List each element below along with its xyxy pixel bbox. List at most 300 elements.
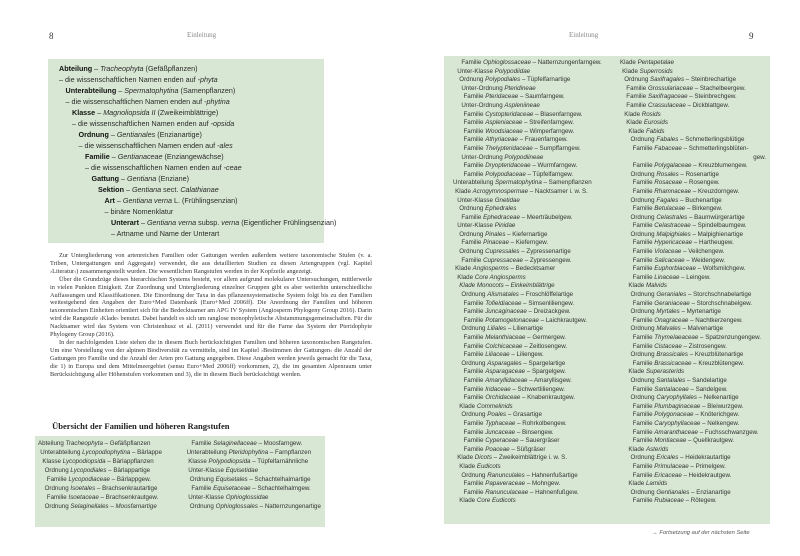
common-name: – Moosfarngew. (256, 440, 303, 447)
taxon-row (620, 93, 766, 102)
taxon-name: Dryopteridaceae (485, 162, 531, 170)
taxon-row (620, 102, 766, 111)
taxon-name: Geraniaceae (654, 299, 690, 307)
rank-label: Familie (463, 144, 484, 152)
taxon-row (453, 334, 615, 343)
common-name: – Leingew. (679, 273, 711, 281)
common-name: – Brachsenkrautgew. (98, 494, 159, 501)
rank-label: Ordnung (189, 503, 214, 510)
rank-label: Ordnung (461, 471, 486, 479)
taxon-extra: (Enzianartige) (155, 130, 202, 139)
hierarchy-rank-line (48, 184, 324, 195)
taxon-name: Onagraceae (654, 316, 689, 324)
hierarchy-note-line (48, 118, 324, 129)
rank-label: Klade (457, 454, 474, 462)
common-name: – Bärlappflanzen (105, 458, 154, 465)
taxon-row (453, 437, 615, 446)
taxon-name: Aspleniineae (504, 101, 540, 109)
taxon-row (453, 463, 615, 472)
taxon-row (185, 466, 321, 475)
taxon-name: Santalales (656, 376, 686, 384)
rank-label: Ordnung (630, 454, 655, 462)
taxon-name: Potamogetonaceae (485, 316, 539, 324)
taxon-name: Gentiana (131, 185, 162, 194)
taxon-name: Celastrales (656, 213, 688, 221)
rank-label: Familie (463, 170, 484, 178)
taxon-row (453, 300, 615, 309)
common-name: – Spargelgew. (525, 368, 567, 376)
taxon-row (620, 472, 766, 481)
taxon-name: Spermatophytina (124, 86, 179, 95)
rank-label: Klade (459, 402, 476, 410)
common-name: – Hartheugew. (692, 239, 734, 247)
taxon-name: Polygalaceae (654, 162, 692, 170)
common-name: – Rohrkolbengew. (515, 419, 567, 427)
common-name: – Samenpflanzen (541, 179, 592, 187)
taxon-name: Polypodiaceae (485, 170, 526, 178)
taxon-row (620, 429, 766, 438)
taxon-name: Asterids (645, 445, 669, 453)
taxon-row (453, 197, 615, 206)
rank-label: Familie (632, 205, 653, 213)
rank-label: Unter-Ordnung (461, 101, 503, 109)
rank-label: Unterart (111, 218, 139, 227)
common-name: – Bärlappgew. (110, 476, 151, 483)
rank-label: Familie (463, 351, 484, 359)
taxon-name: Celastraceae (654, 222, 691, 230)
taxon-name: Equisetales (215, 476, 248, 483)
rank-label: Ordnung (630, 376, 655, 384)
taxon-name: Ephedraceae (483, 213, 520, 221)
rank-label: Familie (632, 248, 653, 256)
hierarchy-rank-line (48, 107, 324, 118)
common-name: – Brachsenkrautartige (95, 485, 158, 492)
taxon-extra: (Samenpflanzen) (178, 86, 236, 95)
taxon-row (453, 308, 615, 317)
rank-label: Unter-Klasse (457, 196, 493, 204)
taxon-row (453, 145, 615, 154)
rank-label: Klasse (188, 458, 207, 465)
taxon-name: Grossulariaceae (647, 84, 694, 92)
rank-label: Familie (461, 59, 482, 66)
taxon-name: Fabales (656, 136, 679, 144)
taxon-name: Santalaceae (654, 385, 689, 393)
rank-label: Familie (463, 419, 484, 427)
body-text (50, 252, 372, 379)
rank-label: Familie (632, 462, 653, 470)
taxon-name: Lycopodiophytina (82, 449, 131, 456)
common-name: – Bleiwurzgew. (700, 402, 744, 410)
taxon-row (453, 403, 615, 412)
note-text: – die wissenschaftlichen Namen enden auf (85, 163, 224, 172)
taxon-row (38, 448, 162, 457)
taxon-row (185, 493, 321, 502)
taxon-name: Violaceae (654, 248, 682, 256)
taxon-name: Equisetaceae (213, 485, 251, 492)
taxon-name: Selaginellaceae (213, 440, 257, 447)
common-name: – (108, 503, 116, 510)
common-name: – Sandelartige (685, 376, 727, 384)
taxon-row (620, 257, 766, 266)
common-name: – Hahnenfußgew. (528, 488, 579, 496)
name-suffix: -ceae (223, 163, 242, 172)
common-name: – Schachtelhalmgew. (250, 485, 311, 492)
rank-label: Klade (620, 59, 636, 66)
taxon-name: Brassicales (656, 351, 688, 359)
rank-label: Familie (46, 494, 67, 501)
taxon-name: Isoetaceae (68, 494, 99, 501)
rank-label: Familie (461, 256, 482, 264)
taxon-row (453, 154, 615, 163)
taxon-name: Eurosids (643, 119, 668, 127)
overview-column-2 (185, 439, 321, 511)
rank-label: Familie (632, 497, 653, 505)
common-name: – Amaryllisgew. (527, 376, 572, 384)
common-name: – Kreuzblumengew. (691, 162, 748, 170)
common-name: – Saumfarngew. (518, 93, 565, 101)
rank-label: Familie (463, 299, 484, 307)
separator: – (123, 185, 132, 194)
hierarchy-rank-line (48, 173, 324, 184)
common-name: – Sauergräser (518, 437, 560, 445)
taxon-row (453, 265, 615, 274)
common-name: – Wolfsmilchgew. (695, 265, 746, 273)
rank-label: Familie (463, 334, 484, 341)
taxon-name: Tracheophyta (100, 64, 144, 73)
common-name: – Schmetterlingsblütige (678, 136, 745, 144)
taxon-row (453, 248, 615, 257)
common-name: – Sumpffarngew. (532, 144, 581, 152)
taxon-name: Commelinids (476, 402, 513, 410)
rank-label: Familie (463, 428, 484, 436)
taxon-row (453, 68, 615, 77)
taxon-row (453, 274, 615, 283)
taxon-name: Orchidaceae (485, 394, 521, 402)
taxon-row (453, 429, 615, 438)
taxon-row (453, 239, 615, 248)
taxon-name: Tracheophyta (65, 440, 103, 447)
taxon-row (38, 493, 162, 502)
taxon-row (620, 274, 766, 283)
note-text: – die wissenschaftlichen Namen enden auf (78, 141, 218, 150)
hierarchy-note-line (48, 206, 324, 217)
taxon-row (185, 448, 321, 457)
overview-continued-box (444, 56, 770, 524)
taxon-row (38, 484, 162, 493)
common-name: – Birkengew. (685, 205, 723, 213)
taxon-row (620, 119, 766, 128)
rank-label: Ordnung (630, 230, 655, 238)
taxon-name: Pteridaceae (485, 93, 519, 101)
rank-label: Klade (457, 273, 474, 281)
name-suffix: -phytina (204, 97, 230, 106)
name-suffix: -ales (217, 141, 233, 150)
common-name: – Kiefernartige (505, 230, 548, 238)
common-name: – Fuchsschwanzgew. (697, 428, 759, 436)
taxon-row (453, 411, 615, 420)
common-name: – Malpighienartige (690, 230, 744, 238)
taxon-row (620, 480, 766, 489)
taxon-row (185, 475, 321, 484)
common-name: – Spatzenzungengew. (698, 334, 761, 341)
rank-label: Ordnung (630, 488, 655, 496)
taxon-row (620, 386, 766, 395)
common-name: – Sandelgew. (688, 385, 728, 393)
common-name: – Tüpfelfarnähnliche (250, 458, 309, 465)
taxon-extra: (Enziane) (156, 174, 189, 183)
common-name: – Primelgew. (688, 462, 726, 470)
taxon-name: Gentiana verna (146, 218, 197, 227)
taxon-row (620, 171, 766, 180)
rank-label: Familie (632, 299, 653, 307)
hierarchy-rank-line (48, 63, 324, 74)
taxon-name: Poaceae (485, 445, 510, 453)
common-name: – Baumwürgerartige (687, 213, 745, 221)
common-name: – Einkeimblättrige (503, 282, 555, 290)
taxon-row (453, 351, 615, 360)
taxon-name: Polygonaceae (654, 411, 694, 419)
taxon-row (453, 111, 615, 120)
taxon-row (620, 265, 766, 274)
common-name: – Spargelartige (521, 359, 566, 367)
taxon-name: Ericales (656, 454, 679, 462)
taxon-name: Lycopodiaceae (68, 476, 110, 483)
rank-label: Ordnung (630, 136, 655, 144)
rank-label: Sektion (98, 185, 124, 194)
taxon-name: Linaceae (654, 273, 680, 281)
running-head: Einleitung (569, 31, 599, 39)
taxon-name: Ophioglossales (215, 503, 258, 510)
rank-label: Ordnung (459, 76, 484, 84)
taxon-name: Iridaceae (485, 385, 511, 393)
rank-label: Klade (628, 127, 645, 135)
rank-label: Familie (463, 162, 484, 170)
taxon-name: Malvids (645, 282, 667, 290)
taxon-name: Athyriaceae (485, 136, 518, 144)
taxon-name: verna (221, 218, 240, 227)
rank-label: Ordnung (630, 213, 655, 221)
common-name: – Spindelbaumgew. (690, 222, 747, 230)
taxon-row (185, 502, 321, 511)
taxon-name: Euphorbiaceae (654, 265, 696, 273)
rank-label: Familie (632, 359, 653, 367)
taxon-row (620, 111, 766, 120)
taxon-row (620, 248, 766, 257)
common-name: – Streifenfarngew. (522, 119, 574, 127)
rank-label: Familie (463, 394, 484, 402)
hierarchy-note-line (48, 162, 324, 173)
common-name: – Bärlappartige (106, 467, 151, 474)
common-name: – Veilchengew. (681, 248, 725, 256)
taxon-name: Brassicaceae (654, 359, 692, 367)
common-name: – Bärlappe (130, 449, 162, 456)
rank-label: Familie (463, 308, 484, 316)
taxon-row (620, 489, 766, 498)
common-name: – Dickblattgew. (685, 101, 730, 109)
separator: – (109, 152, 118, 161)
common-name: – Lilienartige (506, 325, 543, 333)
rank-label: Unter-Ordnung (461, 153, 503, 161)
common-name: – Grasartige (506, 411, 542, 419)
common-name: – Schwertliliengew. (510, 385, 565, 393)
common-name: – Zweikeimblättrige i. w. S. (491, 454, 567, 462)
common-name: – Nelkengew. (700, 419, 740, 427)
taxon-name: Monocots (476, 282, 504, 290)
taxon-name: Ophioglossidae (225, 494, 269, 501)
taxon-name: Rubiaceae (654, 497, 684, 505)
taxon-name: Rosids (641, 110, 661, 118)
taxonomy-hierarchy-box (48, 59, 337, 243)
rank-label: Unter-Ordnung (461, 84, 503, 92)
taxon-name: Cistaceae (654, 342, 682, 350)
taxon-name: Pentapetalae (637, 59, 675, 66)
separator: – (116, 86, 125, 95)
taxon-row (453, 128, 615, 137)
taxon-row (620, 59, 766, 68)
rank-label: Klade (628, 368, 645, 376)
taxon-name: Liliales (487, 325, 507, 333)
taxon-name: Dicots (474, 454, 492, 462)
common-name: – Zistrosengew. (681, 342, 727, 350)
hierarchy-note-line (48, 96, 324, 107)
common-name: – Rötegew. (683, 497, 717, 505)
continued-note: → Fortsetzung auf der nächsten Seite (652, 530, 750, 536)
taxon-name: Malvales (656, 325, 681, 333)
rank-label: Familie (463, 445, 484, 453)
common-name: – Hahnenfußartige (524, 471, 578, 479)
taxon-row (620, 128, 766, 137)
rank-label: Klade (459, 497, 476, 505)
taxon-row (620, 437, 766, 446)
rank-label: Familie (46, 476, 67, 483)
taxon-name: Fabaceae (654, 144, 682, 152)
taxon-row (453, 102, 615, 111)
taxon-name: Ranunculales (487, 471, 525, 479)
rank-label: Art (104, 196, 115, 205)
rank-label: Familie (463, 127, 484, 135)
common-name: – Enzianartige (689, 488, 731, 496)
taxon-row (453, 420, 615, 429)
taxon-name: Core Angiosperms (474, 273, 526, 281)
rank-label: Familie (463, 93, 484, 101)
taxon-name: Pinaceae (483, 239, 509, 247)
taxon-row (453, 454, 615, 463)
common-name: – Nachtkerzengew. (688, 316, 743, 324)
taxon-extra: L. (Frühlingsenzian) (172, 196, 238, 205)
taxon-row (453, 377, 615, 386)
rank-label: Unterabteilung (65, 86, 117, 95)
taxon-row (620, 179, 766, 188)
taxon-name: Rosaceae (654, 179, 683, 187)
common-name: – Tüpfelfarnartige (520, 76, 571, 84)
rank-label: Abteilung (59, 64, 93, 73)
taxon-name: Angiosperms (472, 265, 509, 273)
taxon-name: Liliaceae (485, 351, 510, 359)
taxon-name: Magnoliopsida II (103, 108, 156, 117)
taxon-name: Lamiids (645, 480, 668, 488)
separator: – (92, 64, 101, 73)
taxon-row (453, 291, 615, 300)
hierarchy-note-line (48, 74, 324, 85)
running-head: Einleitung (187, 31, 217, 39)
taxon-name: Melanthiaceae (485, 334, 526, 341)
taxon-row (453, 325, 615, 334)
taxon-name: Caryophyllales (656, 394, 697, 402)
common-name: – Kreuzdorngew. (691, 187, 740, 195)
common-name: – Rosenartige (678, 170, 719, 178)
taxon-row (453, 360, 615, 369)
taxon-name: Amaryllidaceae (485, 376, 528, 384)
common-name: – Kieferngew. (508, 239, 549, 247)
taxon-extra: sect. (161, 185, 181, 194)
rank-label: Unter-Klasse (457, 222, 493, 230)
rank-label: Ordnung (630, 170, 655, 178)
taxon-name: Thymelaeaceae (654, 334, 699, 341)
taxon-name: Cyperaceae (485, 437, 519, 445)
taxon-extra: (Gefäßpflanzen) (143, 64, 198, 73)
common-name: – Liliengew. (509, 351, 544, 359)
taxon-name: Lycopodiales (70, 467, 107, 474)
hierarchy-rank-line (48, 129, 324, 140)
rank-label: Familie (632, 428, 653, 436)
rank-label: Familie (632, 162, 653, 170)
taxon-name: Ophioglossaceae (483, 59, 531, 66)
rank-label: Familie (632, 437, 653, 445)
taxon-row (453, 85, 615, 94)
taxon-row (185, 457, 321, 466)
rank-label: Unterabteilung (453, 179, 494, 187)
taxon-name: Saxifragaceae (647, 93, 688, 101)
common-name: – Germergew. (525, 334, 567, 341)
taxon-name: Superasterids (645, 368, 685, 376)
rank-label: Familie (632, 334, 653, 341)
page-number: 8 (49, 31, 54, 41)
taxon-row (453, 222, 615, 231)
rank-label: Familie (626, 101, 647, 109)
taxon-name: Crassulaceae (647, 101, 686, 109)
taxon-name: Papaveraceae (485, 480, 526, 488)
taxon-row (453, 76, 615, 85)
common-name: – Binsengew. (515, 428, 554, 436)
taxon-name: Gentianaceae (117, 152, 163, 161)
taxon-name: Pteridineae (504, 84, 536, 92)
rank-label: Ordnung (630, 196, 655, 204)
rank-label: Ordnung (459, 205, 484, 213)
common-name: – Froschlöffelartige (518, 291, 574, 299)
taxon-row (620, 85, 766, 94)
common-name: – Simsenliliengew. (521, 299, 575, 307)
rank-label: Ordnung (630, 291, 655, 299)
taxon-row (620, 205, 766, 214)
taxon-row (620, 188, 766, 197)
common-name: – Weidengew. (684, 256, 726, 264)
rank-label: Ordnung (459, 230, 484, 238)
common-name: – Wimperfarngew. (522, 127, 575, 135)
taxon-row (453, 231, 615, 240)
taxon-row (620, 497, 766, 506)
rank-label: Familie (632, 187, 653, 195)
taxon-name: Hypericaceae (654, 239, 693, 247)
taxon-row (453, 394, 615, 403)
taxon-name: Cupressaceae (483, 256, 523, 264)
common-name: – Gefäßpflanzen (102, 440, 151, 447)
rank-label: Unter-Klasse (188, 467, 224, 474)
overview-box (35, 436, 325, 527)
rank-label: Klasse (72, 108, 96, 117)
rank-label: Familie (632, 316, 653, 324)
rank-label: Familie (463, 488, 484, 496)
taxon-row (453, 472, 615, 481)
